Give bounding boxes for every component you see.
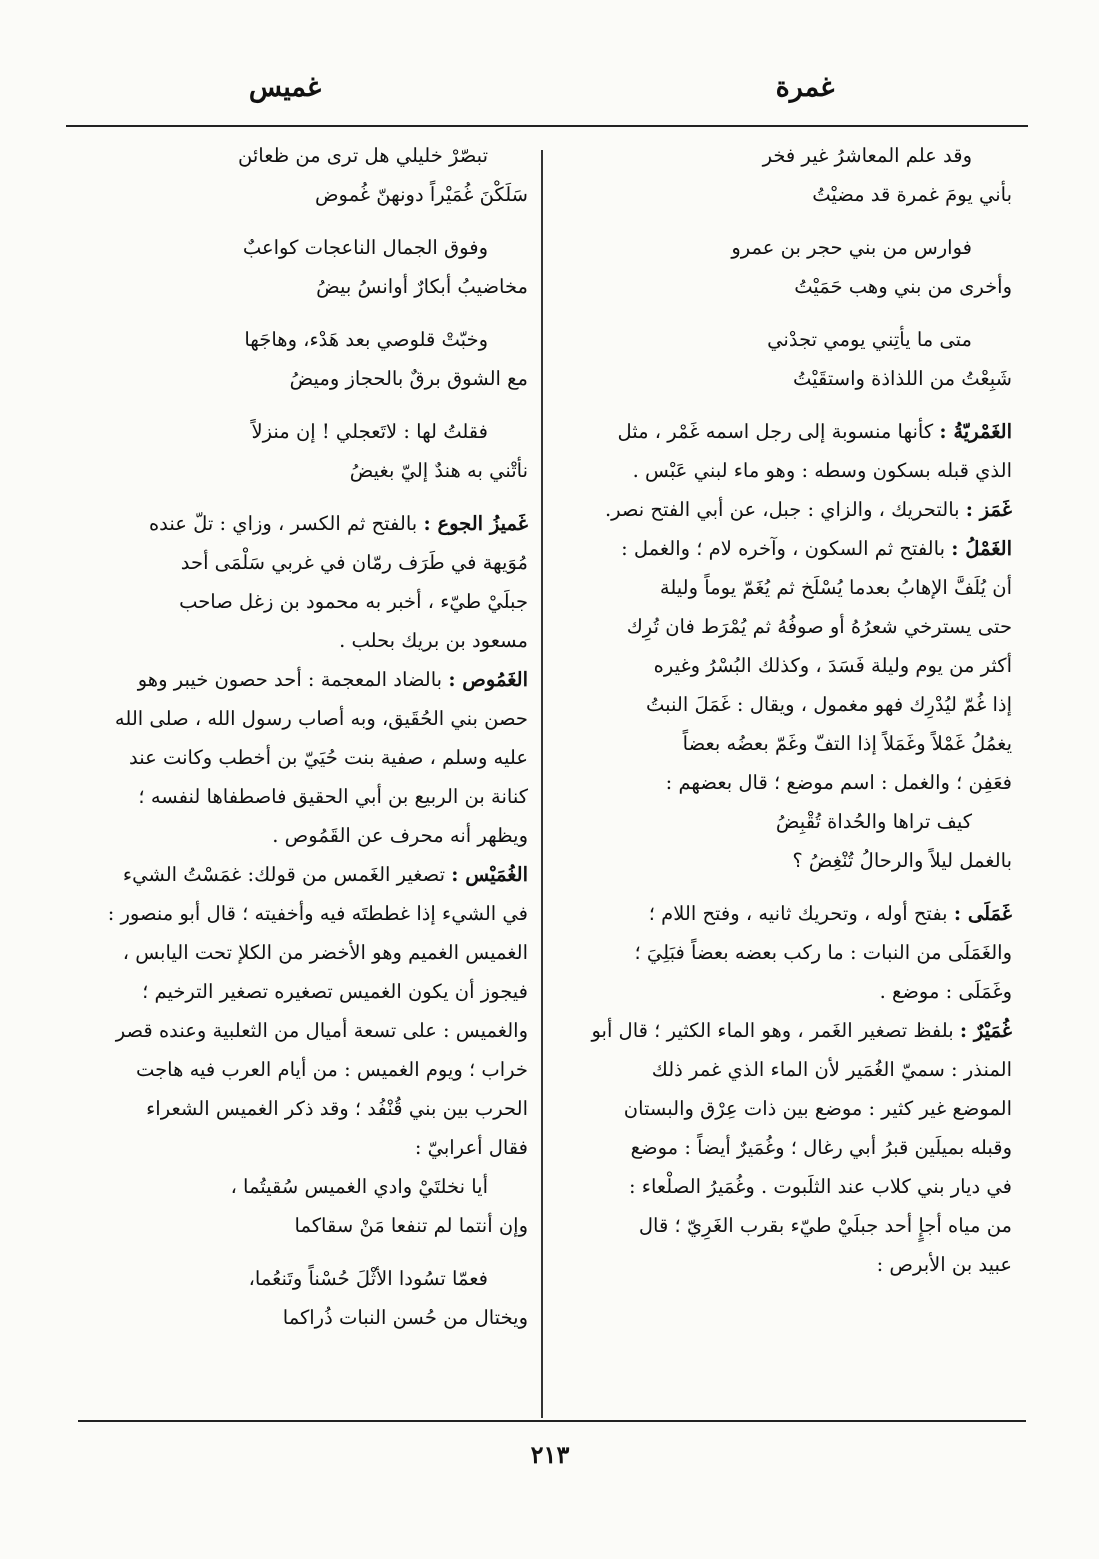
verse-line: فوارس من بني حجر بن عمرو	[731, 236, 972, 259]
entry-text: حصن بني الحُقَيق، وبه أصاب رسول الله ، صلى الله	[114, 707, 528, 730]
entry-ghamaz	[556, 490, 1012, 529]
entry-text: جبلَيْ طيّء ، أخبر به محمود بن زغل صاحب	[179, 590, 528, 613]
entry-text: الغميس الغميم وهو الأخضر من الكلإ تحت اليابس ،	[122, 941, 528, 964]
headword: غَمَز :	[965, 498, 1012, 521]
headword: غَمَلَى :	[953, 902, 1012, 925]
entry-text: أن يُلَفَّ الإهابُ بعدما يُسْلَخ ثم يُغَمّ يوماً وليلة	[659, 576, 1012, 599]
verse-line: وفوق الجمال الناعجات كواعبٌ	[242, 236, 488, 259]
header-rule	[66, 125, 1028, 127]
entry-ghumayr	[556, 1011, 1012, 1050]
entry-ghamus	[66, 660, 528, 699]
entry-text: خراب ؛ ويوم الغميس : من أيام العرب فيه هاجت	[135, 1058, 528, 1081]
verse-line: وخبّتْ قلوصي بعد هَدْء، وهاجَها	[244, 328, 488, 351]
verse-line: ويختال من حُسن النبات ذُراكما	[282, 1306, 528, 1329]
headword: الغَمُوص :	[448, 668, 528, 691]
headword: الغُمَيْس :	[451, 863, 528, 886]
entry-text: من مياه أجإٍ أحد جبلَيْ طيّء بقرب الغَرِيّ ؛ قال	[638, 1214, 1012, 1237]
entry-text: والغميس : على تسعة أميال من الثعلبية وعنده قصر	[115, 1019, 528, 1042]
entry-text: والغَمَلَى من النبات : ما ركب بعضه بعضاً فبَلِيَ ؛	[634, 941, 1012, 964]
verse-line: أيا نخلتَيْ وادي الغميس سُقيتُما ،	[230, 1175, 488, 1198]
entry-text: تصغير الغَمس من قولك: غمَسْتُ الشيء	[122, 863, 446, 886]
entry-text: فعَفِن ؛ والغمل : اسم موضع ؛ قال بعضهم :	[665, 771, 1012, 794]
entry-text: في ديار بني كلاب عند الثلَبوت . وغُمَيرُ الصلْعاء :	[629, 1175, 1012, 1198]
headword: الغَمْلُ :	[951, 537, 1012, 560]
verse-line: كيف تراها والحُداة تُقْبِضُ	[775, 810, 972, 833]
entry-text: المنذر : سميّ الغُمَير لأن الماء الذي غمر ذلك	[651, 1058, 1012, 1081]
entry-text: كنانة بن الربيع بن أبي الحقيق فاصطفاها لنفسه ؛	[138, 785, 528, 808]
right-column	[556, 136, 1012, 1284]
verse-line: بأني يومَ غمرة قد مضيْتُ	[812, 183, 1012, 206]
entry-text: بالفتح ثم السكون ، وآخره لام ؛ والغمل :	[621, 537, 945, 560]
verse-line: مع الشوق برقٌ بالحجاز وميضُ	[289, 367, 528, 390]
entry-text: بالضاد المعجمة : أحد حصون خيبر وهو	[137, 668, 443, 691]
verse-line: وقد علم المعاشرُ غير فخر	[762, 144, 972, 167]
verse-line: شَبِعْتُ من اللذاذة واستقَيْتُ	[793, 367, 1012, 390]
verse-line: فقلتُ لها : لاتَعجلي ! إن منزلاً	[251, 420, 488, 443]
verse-line: فعمّا تسُودا الأثْلَ حُسْناً وتَنعُما،	[248, 1267, 488, 1290]
entry-text: يغمُلُ غَمْلاً وغَمَلاً إذا التفّ وغَمّ بعضُه بعضاً	[682, 732, 1012, 755]
entry-text: كأنها منسوبة إلى رجل اسمه غَمْر ، مثل	[617, 420, 934, 443]
entry-ghumayz	[66, 504, 528, 543]
entry-text: مُوَيهة في طَرَف رمّان في غربي سَلْمَى أحد	[180, 551, 528, 574]
entry-text: فقال أعرابيّ :	[414, 1136, 528, 1159]
entry-text: بلفظ تصغير الغَمر ، وهو الماء الكثير ؛ قال أبو	[591, 1019, 954, 1042]
entry-text: عبيد بن الأبرص :	[876, 1253, 1012, 1276]
column-divider	[541, 150, 543, 1418]
entry-text: بفتح أوله ، وتحريك ثانيه ، وفتح اللام ؛	[648, 902, 948, 925]
entry-text: وقبله بميلَين قبرُ أبي رغال ؛ وغُمَيرٌ أيضاً : موضع	[630, 1136, 1012, 1159]
running-header-left: غميس	[248, 72, 322, 103]
headword: غَميزُ الجوع :	[423, 512, 528, 535]
entry-ghumays	[66, 855, 528, 894]
verse-line: نأتْني به هندٌ إليّ بغيضُ	[349, 459, 528, 482]
entry-text: الحرب بين بني قُنْفُد ؛ وقد ذكر الغميس الشعراء	[146, 1097, 528, 1120]
entry-text: في الشيء إذا غططتَه فيه وأخفيته ؛ قال أبو منصور :	[107, 902, 528, 925]
verse-line: تبصّرْ خليلي هل ترى من ظعائن	[237, 144, 488, 167]
headword: غُمَيْرٌ :	[959, 1019, 1012, 1042]
left-column	[66, 136, 528, 1337]
entry-ghamriyya	[556, 412, 1012, 451]
entry-ghamala	[556, 894, 1012, 933]
entry-text: فيجوز أن يكون الغميس تصغيره تصغير الترخيم ؛	[142, 980, 528, 1003]
entry-text: الذي قبله بسكون وسطه : وهو ماء لبني عَبْس .	[632, 459, 1012, 482]
entry-ghaml	[556, 529, 1012, 568]
entry-text: ويظهر أنه محرف عن القَمُوص .	[272, 824, 528, 847]
entry-text: مسعود بن بريك بحلب .	[339, 629, 528, 652]
verse-line: سَلَكْنَ غُمَيْراً دونهنّ غُموض	[314, 183, 528, 206]
headword: الغَمْريّةُ :	[939, 420, 1012, 443]
entry-text: بالفتح ثم الكسر ، وزاي : تلّ عنده	[148, 512, 418, 535]
verse-line: وإن أنتما لم تنفعا مَنْ سقاكما	[294, 1214, 528, 1237]
entry-text: إذا غُمّ ليُدْرِك فهو مغمول ، ويقال : غَمَلَ النبتُ	[646, 693, 1012, 716]
entry-text: بالتحريك ، والزاي : جبل، عن أبي الفتح نصر.	[604, 498, 960, 521]
entry-text: وغَمَلَى : موضع .	[879, 980, 1012, 1003]
entry-text: الموضع غير كثير : موضع بين ذات عِرْق والبستان	[623, 1097, 1012, 1120]
running-header-right: غمرة	[775, 72, 835, 103]
verse-line: وأخرى من بني وهب حَمَيْتُ	[794, 275, 1012, 298]
verse-line: متى ما يأتِني يومي تجدْني	[767, 328, 972, 351]
page-number: ٢١٣	[530, 1440, 570, 1469]
entry-text: عليه وسلم ، صفية بنت حُيَيّ بن أخطب وكانت عند	[129, 746, 528, 769]
entry-text: حتى يسترخي شعرُهُ أو صوفُهُ ثم يُمْرَط فان تُرِك	[626, 615, 1012, 638]
entry-text: أكثر من يوم وليلة فَسَدَ ، وكذلك البُسْرُ وغيره	[653, 654, 1012, 677]
verse-line: بالغمل ليلاً والرحالُ تُنْغِضُ ؟	[792, 849, 1012, 872]
footer-rule	[78, 1420, 1026, 1422]
verse-line: مخاضيبُ أبكارٌ أوانسُ بيضُ	[316, 275, 528, 298]
